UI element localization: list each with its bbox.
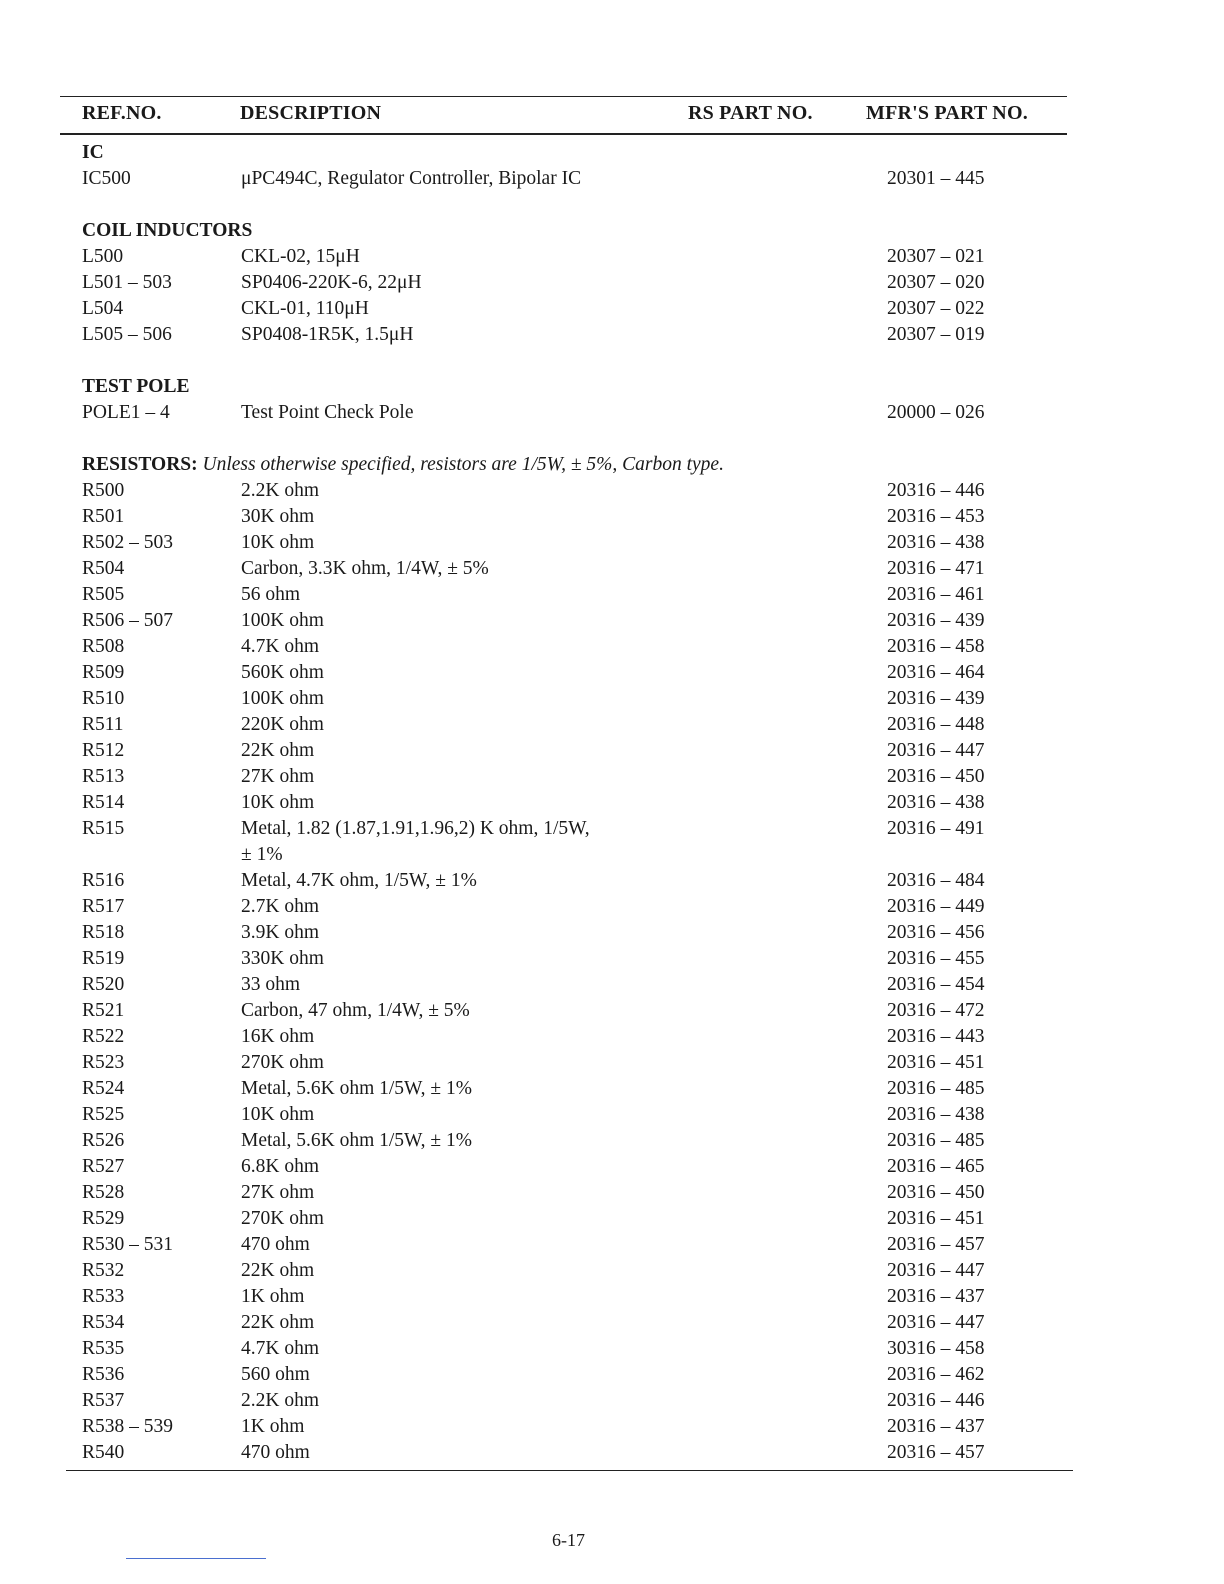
cell-mfr: 20316 – 447	[887, 740, 985, 761]
cell-desc: 220K ohm	[241, 714, 324, 735]
cell-ref: L504	[82, 298, 124, 319]
cell-ref: R510	[82, 688, 125, 709]
cell-ref: R540	[82, 1442, 125, 1463]
cell-mfr: 20316 – 451	[887, 1052, 985, 1073]
section-title-text: TEST POLE	[82, 376, 190, 397]
cell-mfr: 20316 – 438	[887, 1104, 985, 1125]
cell-mfr: 20307 – 020	[887, 272, 985, 293]
cell-desc: ± 1%	[241, 844, 283, 865]
table-row	[0, 1050, 1224, 1076]
cell-desc: 2.2K ohm	[241, 480, 319, 501]
section-note: Unless otherwise specified, resistors are 1/5W, ± 5%, Carbon type.	[202, 454, 724, 475]
cell-desc: 22K ohm	[241, 1312, 315, 1333]
cell-desc: 22K ohm	[241, 740, 315, 761]
cell-desc: 4.7K ohm	[241, 636, 319, 657]
cell-mfr: 20316 – 462	[887, 1364, 985, 1385]
table-row	[0, 1206, 1224, 1232]
table-row	[0, 1154, 1224, 1180]
cell-desc: 2.2K ohm	[241, 1390, 319, 1411]
cell-mfr: 20000 – 026	[887, 402, 985, 423]
table-row	[0, 842, 1224, 868]
cell-ref: R532	[82, 1260, 125, 1281]
section-title	[82, 452, 724, 478]
table-row	[0, 1102, 1224, 1128]
table-row	[0, 322, 1224, 348]
cell-ref: R514	[82, 792, 125, 813]
cell-ref: R511	[82, 714, 124, 735]
cell-desc: 470 ohm	[241, 1442, 310, 1463]
top-rule	[60, 96, 1067, 97]
cell-desc: 56 ohm	[241, 584, 301, 605]
table-row	[0, 296, 1224, 322]
table-row	[0, 1232, 1224, 1258]
header-description: DESCRIPTION	[240, 102, 382, 124]
cell-mfr: 20316 – 458	[887, 636, 985, 657]
cell-mfr: 20316 – 437	[887, 1286, 985, 1307]
table-row	[0, 270, 1224, 296]
table-row	[0, 998, 1224, 1024]
cell-ref: R527	[82, 1156, 125, 1177]
cell-desc: 10K ohm	[241, 792, 315, 813]
cell-mfr: 30316 – 458	[887, 1338, 985, 1359]
section-title-text: IC	[82, 142, 104, 163]
table-row	[0, 920, 1224, 946]
cell-desc: Metal, 1.82 (1.87,1.91,1.96,2) K ohm, 1/5W,	[241, 818, 590, 839]
cell-ref: R525	[82, 1104, 125, 1125]
cell-ref: R516	[82, 870, 125, 891]
table-row	[0, 1128, 1224, 1154]
section-heading-row	[0, 374, 1224, 400]
cell-mfr: 20316 – 485	[887, 1130, 985, 1151]
table-row	[0, 660, 1224, 686]
cell-ref: R505	[82, 584, 125, 605]
cell-mfr: 20316 – 465	[887, 1156, 985, 1177]
section-title	[82, 374, 189, 400]
section-heading-row	[0, 140, 1224, 166]
table-row	[0, 1336, 1224, 1362]
cell-ref: R508	[82, 636, 125, 657]
cell-mfr: 20316 – 484	[887, 870, 985, 891]
table-row	[0, 244, 1224, 270]
table-row	[0, 686, 1224, 712]
cell-mfr: 20307 – 022	[887, 298, 985, 319]
table-row	[0, 556, 1224, 582]
cell-ref: IC500	[82, 168, 131, 189]
table-row	[0, 1310, 1224, 1336]
cell-ref: R521	[82, 1000, 125, 1021]
cell-desc: 30K ohm	[241, 506, 315, 527]
cell-desc: Metal, 4.7K ohm, 1/5W, ± 1%	[241, 870, 477, 891]
cell-mfr: 20316 – 451	[887, 1208, 985, 1229]
cell-ref: R534	[82, 1312, 125, 1333]
cell-desc: 270K ohm	[241, 1208, 324, 1229]
cell-ref: R520	[82, 974, 125, 995]
cell-ref: R537	[82, 1390, 125, 1411]
cell-desc: SP0408-1R5K, 1.5μH	[241, 324, 414, 345]
cell-mfr: 20316 – 443	[887, 1026, 985, 1047]
cell-desc: 470 ohm	[241, 1234, 310, 1255]
table-row	[0, 530, 1224, 556]
cell-desc: μPC494C, Regulator Controller, Bipolar IC	[241, 168, 582, 189]
cell-ref: R518	[82, 922, 125, 943]
cell-desc: 3.9K ohm	[241, 922, 319, 943]
cell-mfr: 20316 – 439	[887, 610, 985, 631]
cell-mfr: 20316 – 438	[887, 532, 985, 553]
cell-ref: R501	[82, 506, 125, 527]
table-row	[0, 608, 1224, 634]
cell-ref: R506 – 507	[82, 610, 174, 631]
cell-ref: R500	[82, 480, 125, 501]
table-row	[0, 1180, 1224, 1206]
cell-desc: CKL-01, 110μH	[241, 298, 369, 319]
section-title-text: RESISTORS:	[82, 454, 198, 475]
section-heading-row	[0, 218, 1224, 244]
cell-desc: 100K ohm	[241, 610, 324, 631]
cell-desc: 2.7K ohm	[241, 896, 319, 917]
parts-table-body	[0, 140, 1224, 1466]
table-row	[0, 894, 1224, 920]
table-row	[0, 400, 1224, 426]
cell-desc: 4.7K ohm	[241, 1338, 319, 1359]
cell-ref: R538 – 539	[82, 1416, 174, 1437]
cell-desc: 100K ohm	[241, 688, 324, 709]
cell-desc: Metal, 5.6K ohm 1/5W, ± 1%	[241, 1130, 472, 1151]
table-row	[0, 972, 1224, 998]
cell-desc: 22K ohm	[241, 1260, 315, 1281]
cell-ref: R519	[82, 948, 125, 969]
cell-mfr: 20316 – 485	[887, 1078, 985, 1099]
table-row	[0, 1024, 1224, 1050]
cell-mfr: 20316 – 447	[887, 1312, 985, 1333]
table-row	[0, 1258, 1224, 1284]
cell-desc: 6.8K ohm	[241, 1156, 319, 1177]
cell-mfr: 20316 – 438	[887, 792, 985, 813]
section-title	[82, 218, 252, 244]
cell-mfr: 20316 – 446	[887, 480, 985, 501]
table-row	[0, 1284, 1224, 1310]
cell-ref: L501 – 503	[82, 272, 172, 293]
cell-desc: 10K ohm	[241, 1104, 315, 1125]
cell-mfr: 20316 – 456	[887, 922, 985, 943]
cell-mfr: 20307 – 019	[887, 324, 985, 345]
header-rs-part-no: RS PART NO.	[688, 102, 813, 124]
cell-ref: R504	[82, 558, 125, 579]
cell-mfr: 20307 – 021	[887, 246, 985, 267]
cell-mfr: 20316 – 457	[887, 1442, 985, 1463]
section-title	[82, 140, 104, 166]
row-spacer	[0, 426, 1224, 452]
table-row	[0, 478, 1224, 504]
header-mfr-part-no: MFR'S PART NO.	[866, 102, 1028, 124]
table-row	[0, 790, 1224, 816]
bottom-rule	[66, 1470, 1073, 1471]
cell-ref: R517	[82, 896, 125, 917]
cell-mfr: 20301 – 445	[887, 168, 985, 189]
cell-desc: 16K ohm	[241, 1026, 315, 1047]
cell-mfr: 20316 – 454	[887, 974, 985, 995]
cell-mfr: 20316 – 446	[887, 1390, 985, 1411]
cell-ref: R535	[82, 1338, 125, 1359]
cell-ref: R523	[82, 1052, 125, 1073]
cell-mfr: 20316 – 491	[887, 818, 985, 839]
cell-mfr: 20316 – 472	[887, 1000, 985, 1021]
cell-desc: 27K ohm	[241, 1182, 315, 1203]
table-row	[0, 712, 1224, 738]
cell-ref: L505 – 506	[82, 324, 172, 345]
cell-ref: R502 – 503	[82, 532, 174, 553]
cell-mfr: 20316 – 448	[887, 714, 985, 735]
cell-ref: R512	[82, 740, 125, 761]
cell-desc: Carbon, 47 ohm, 1/4W, ± 5%	[241, 1000, 470, 1021]
cell-ref: R530 – 531	[82, 1234, 174, 1255]
cell-ref: R509	[82, 662, 125, 683]
table-row	[0, 1362, 1224, 1388]
cell-desc: 27K ohm	[241, 766, 315, 787]
cell-mfr: 20316 – 453	[887, 506, 985, 527]
cell-mfr: 20316 – 455	[887, 948, 985, 969]
cell-ref: R526	[82, 1130, 125, 1151]
table-row	[0, 504, 1224, 530]
cell-desc: 10K ohm	[241, 532, 315, 553]
cell-mfr: 20316 – 450	[887, 1182, 985, 1203]
cell-mfr: 20316 – 439	[887, 688, 985, 709]
cell-desc: Metal, 5.6K ohm 1/5W, ± 1%	[241, 1078, 472, 1099]
cell-mfr: 20316 – 464	[887, 662, 985, 683]
table-row	[0, 816, 1224, 842]
page-number: 6-17	[552, 1530, 585, 1550]
table-row	[0, 946, 1224, 972]
table-row	[0, 738, 1224, 764]
cell-ref: R533	[82, 1286, 125, 1307]
row-spacer	[0, 192, 1224, 218]
table-row	[0, 582, 1224, 608]
cell-desc: 560K ohm	[241, 662, 324, 683]
table-row	[0, 1440, 1224, 1466]
cell-desc: 33 ohm	[241, 974, 301, 995]
cell-desc: 560 ohm	[241, 1364, 310, 1385]
cell-mfr: 20316 – 450	[887, 766, 985, 787]
cell-desc: SP0406-220K-6, 22μH	[241, 272, 422, 293]
cell-mfr: 20316 – 437	[887, 1416, 985, 1437]
cell-ref: POLE1 – 4	[82, 402, 170, 423]
cell-ref: R515	[82, 818, 125, 839]
cell-ref: R528	[82, 1182, 125, 1203]
cell-desc: 1K ohm	[241, 1416, 305, 1437]
table-row	[0, 1414, 1224, 1440]
header-rule	[60, 133, 1067, 135]
cell-mfr: 20316 – 457	[887, 1234, 985, 1255]
cell-mfr: 20316 – 449	[887, 896, 985, 917]
cell-ref: R529	[82, 1208, 125, 1229]
section-title-text: COIL INDUCTORS	[82, 220, 253, 241]
table-row	[0, 764, 1224, 790]
cell-ref: L500	[82, 246, 124, 267]
table-row	[0, 868, 1224, 894]
cell-ref: R522	[82, 1026, 125, 1047]
decorative-blue-line	[126, 1558, 266, 1559]
cell-desc: 1K ohm	[241, 1286, 305, 1307]
cell-mfr: 20316 – 471	[887, 558, 985, 579]
cell-desc: 330K ohm	[241, 948, 324, 969]
cell-ref: R513	[82, 766, 125, 787]
header-ref-no: REF.NO.	[82, 102, 162, 124]
cell-ref: R536	[82, 1364, 125, 1385]
cell-desc: Carbon, 3.3K ohm, 1/4W, ± 5%	[241, 558, 489, 579]
cell-mfr: 20316 – 447	[887, 1260, 985, 1281]
cell-desc: CKL-02, 15μH	[241, 246, 360, 267]
table-row	[0, 1076, 1224, 1102]
cell-ref: R524	[82, 1078, 125, 1099]
cell-desc: 270K ohm	[241, 1052, 324, 1073]
row-spacer	[0, 348, 1224, 374]
table-row	[0, 634, 1224, 660]
table-row	[0, 166, 1224, 192]
table-row	[0, 1388, 1224, 1414]
section-heading-row	[0, 452, 1224, 478]
cell-mfr: 20316 – 461	[887, 584, 985, 605]
cell-desc: Test Point Check Pole	[241, 402, 414, 423]
